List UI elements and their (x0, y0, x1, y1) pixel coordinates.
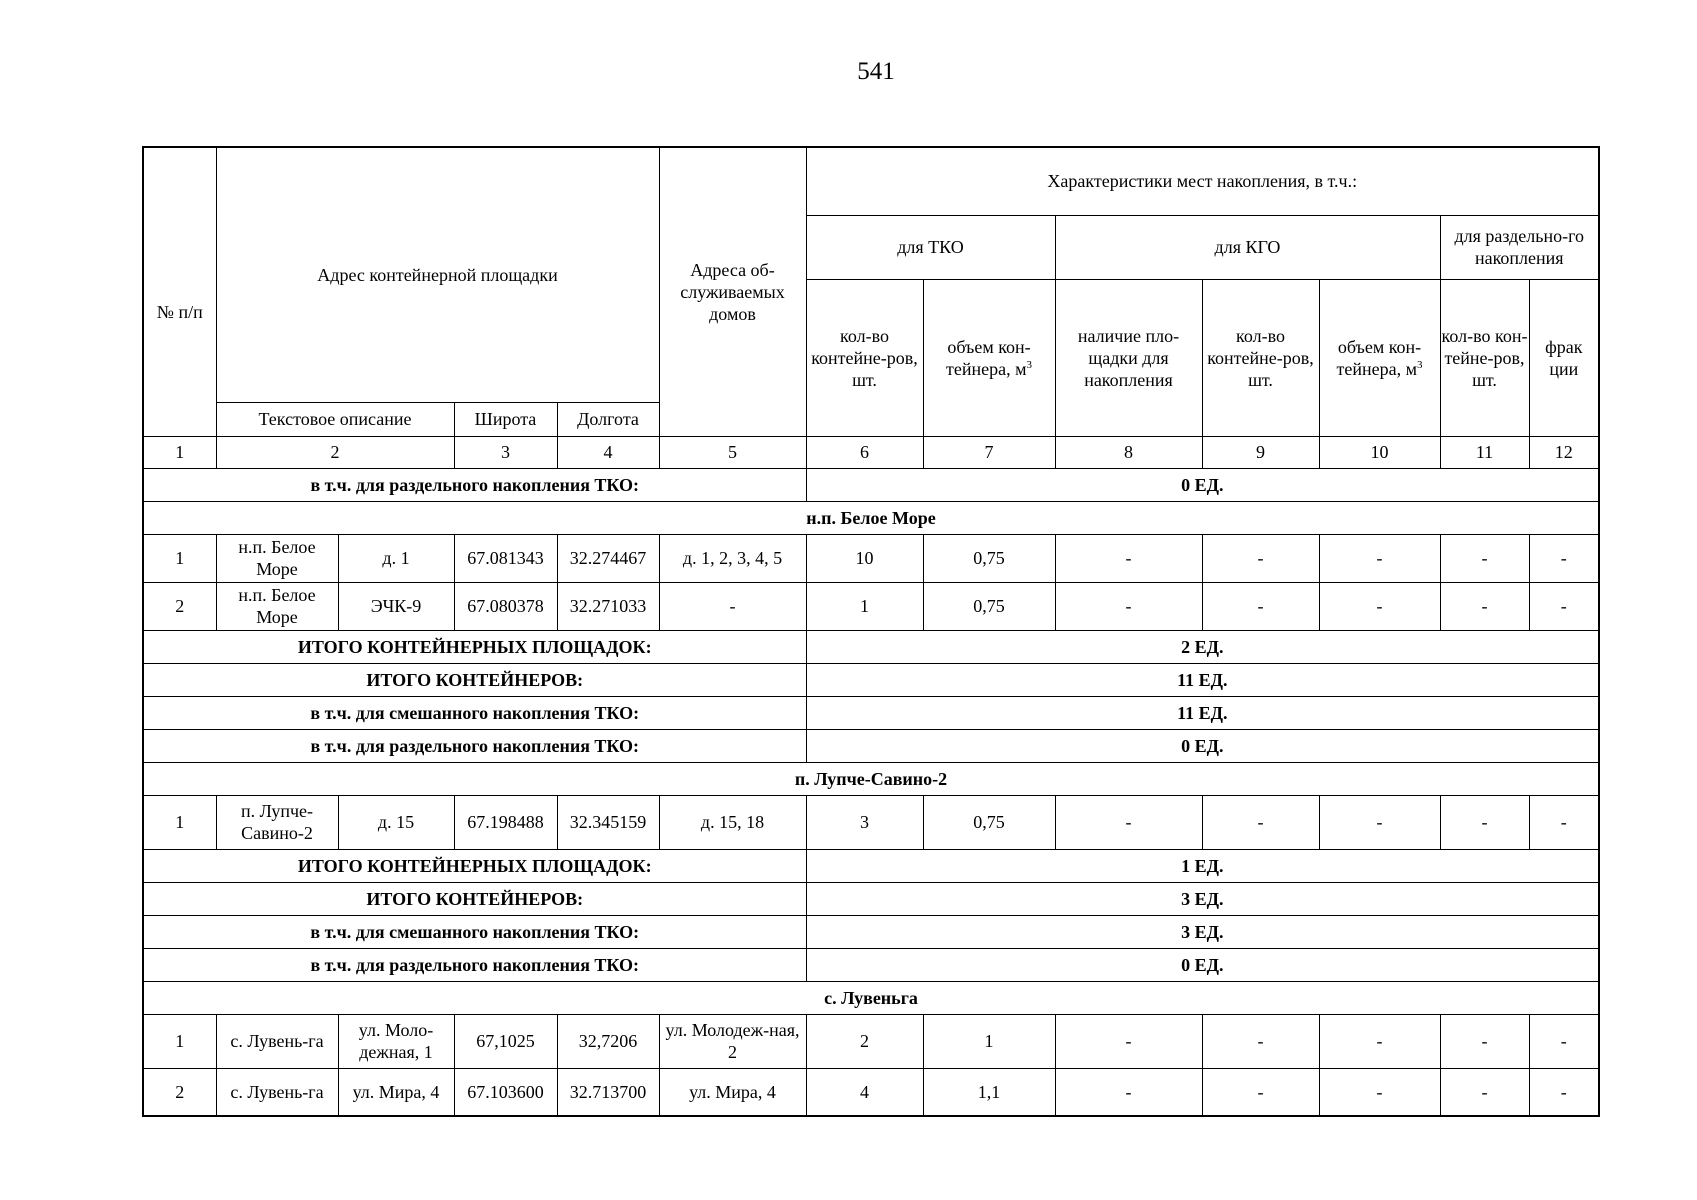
total-label: ИТОГО КОНТЕЙНЕРНЫХ ПЛОЩАДОК: (143, 849, 806, 882)
cell-lon: 32.274467 (557, 534, 659, 582)
total-value: 11 ЕД. (806, 663, 1599, 696)
cell-8: - (1055, 582, 1202, 630)
section-title: с. Лувеньга (143, 981, 1599, 1014)
cell-10: - (1319, 1068, 1440, 1116)
col-number: 11 (1440, 436, 1529, 468)
cell-10: - (1319, 795, 1440, 849)
header-served-houses: Адреса об-служиваемых домов (659, 147, 806, 436)
total-row (143, 663, 1599, 696)
header-tko-volume: объем кон-тейнера, $м^3$ (923, 279, 1055, 436)
cell-lon: 32.345159 (557, 795, 659, 849)
section-title: н.п. Белое Море (143, 501, 1599, 534)
summary-label: в т.ч. для раздельного накопления ТКО: (143, 468, 806, 501)
col-number: 6 (806, 436, 923, 468)
cell-7: 0,75 (923, 582, 1055, 630)
cell-desc: ул. Мира, 4 (338, 1068, 454, 1116)
header-address: Адрес контейнерной площадки (216, 147, 659, 402)
cell-10: - (1319, 534, 1440, 582)
cell-8: - (1055, 795, 1202, 849)
total-row (143, 849, 1599, 882)
cell-7: 1 (923, 1014, 1055, 1068)
cell-10: - (1319, 582, 1440, 630)
header-text-desc: Текстовое описание (216, 402, 454, 436)
cell-lat: 67.080378 (454, 582, 557, 630)
table-row (143, 1014, 1599, 1068)
header-kgo-volume: объем кон-тейнера, $м^3$ (1319, 279, 1440, 436)
cell-9: - (1202, 534, 1319, 582)
cell-desc: д. 1 (338, 534, 454, 582)
header-latitude: Широта (454, 402, 557, 436)
total-label: ИТОГО КОНТЕЙНЕРНЫХ ПЛОЩАДОК: (143, 630, 806, 663)
cell-6: 1 (806, 582, 923, 630)
total-row (143, 882, 1599, 915)
table-row (143, 795, 1599, 849)
cell-lat: 67.198488 (454, 795, 557, 849)
cell-desc: ЭЧК-9 (338, 582, 454, 630)
total-value: 0 ЕД. (806, 948, 1599, 981)
table-row (143, 1068, 1599, 1116)
header-kgo-count: кол-во контейне-ров, шт. (1202, 279, 1319, 436)
cell-8: - (1055, 1014, 1202, 1068)
cell-9: - (1202, 1014, 1319, 1068)
cell-num: 1 (143, 1014, 216, 1068)
section-title: п. Лупче-Савино-2 (143, 762, 1599, 795)
cell-houses: ул. Молодеж-ная, 2 (659, 1014, 806, 1068)
cell-7: 0,75 (923, 795, 1055, 849)
total-value: 1 ЕД. (806, 849, 1599, 882)
header-num: № п/п (143, 147, 216, 436)
total-value: 2 ЕД. (806, 630, 1599, 663)
page-number: 541 (857, 58, 895, 85)
cell-9: - (1202, 582, 1319, 630)
cell-houses: ул. Мира, 4 (659, 1068, 806, 1116)
cell-11: - (1440, 1068, 1529, 1116)
cell-num: 2 (143, 582, 216, 630)
total-value: 3 ЕД. (806, 915, 1599, 948)
cell-9: - (1202, 1068, 1319, 1116)
total-row (143, 696, 1599, 729)
header-longitude: Долгота (557, 402, 659, 436)
cell-lon: 32.713700 (557, 1068, 659, 1116)
cell-11: - (1440, 1014, 1529, 1068)
table-row (143, 534, 1599, 582)
total-label: в т.ч. для раздельного накопления ТКО: (143, 729, 806, 762)
registry-table (142, 146, 1600, 1117)
col-number: 3 (454, 436, 557, 468)
total-value: 3 ЕД. (806, 882, 1599, 915)
cell-6: 3 (806, 795, 923, 849)
total-value: 11 ЕД. (806, 696, 1599, 729)
col-number: 9 (1202, 436, 1319, 468)
cell-7: 0,75 (923, 534, 1055, 582)
header-for-separate: для раздельно-го накопления (1440, 215, 1599, 279)
header-tko-count: кол-во контейне-ров, шт. (806, 279, 923, 436)
col-number: 10 (1319, 436, 1440, 468)
cell-houses: д. 15, 18 (659, 795, 806, 849)
cell-place: с. Лувень-га (216, 1068, 338, 1116)
header-sep-count: кол-во кон-тейне-ров, шт. (1440, 279, 1529, 436)
header-characteristics: Характеристики мест накопления, в т.ч.: (806, 147, 1599, 215)
table-row (143, 582, 1599, 630)
cell-lon: 32.271033 (557, 582, 659, 630)
cell-12: - (1529, 582, 1599, 630)
cell-lat: 67.081343 (454, 534, 557, 582)
col-number: 8 (1055, 436, 1202, 468)
cell-place: п. Лупче-Савино-2 (216, 795, 338, 849)
total-label: в т.ч. для смешанного накопления ТКО: (143, 915, 806, 948)
cell-8: - (1055, 534, 1202, 582)
cell-desc: ул. Моло-дежная, 1 (338, 1014, 454, 1068)
header-for-kgo: для КГО (1055, 215, 1440, 279)
cell-8: - (1055, 1068, 1202, 1116)
total-label: в т.ч. для раздельного накопления ТКО: (143, 948, 806, 981)
cell-num: 1 (143, 534, 216, 582)
cell-num: 2 (143, 1068, 216, 1116)
cell-lat: 67,1025 (454, 1014, 557, 1068)
cell-houses: д. 1, 2, 3, 4, 5 (659, 534, 806, 582)
cell-6: 4 (806, 1068, 923, 1116)
cell-place: н.п. Белое Море (216, 582, 338, 630)
cell-lon: 32,7206 (557, 1014, 659, 1068)
cell-9: - (1202, 795, 1319, 849)
col-number: 5 (659, 436, 806, 468)
cell-12: - (1529, 795, 1599, 849)
cell-6: 10 (806, 534, 923, 582)
total-row (143, 915, 1599, 948)
col-number: 2 (216, 436, 454, 468)
cell-houses: - (659, 582, 806, 630)
cell-num: 1 (143, 795, 216, 849)
total-value: 0 ЕД. (806, 729, 1599, 762)
total-label: ИТОГО КОНТЕЙНЕРОВ: (143, 882, 806, 915)
cell-7: 1,1 (923, 1068, 1055, 1116)
total-row (143, 948, 1599, 981)
cell-place: с. Лувень-га (216, 1014, 338, 1068)
cell-place: н.п. Белое Море (216, 534, 338, 582)
total-row (143, 729, 1599, 762)
header-for-tko: для ТКО (806, 215, 1055, 279)
cell-12: - (1529, 1014, 1599, 1068)
total-label: ИТОГО КОНТЕЙНЕРОВ: (143, 663, 806, 696)
column-number-row (143, 436, 1599, 468)
col-number: 12 (1529, 436, 1599, 468)
header-kgo-site: наличие пло-щадки для накопления (1055, 279, 1202, 436)
total-row (143, 630, 1599, 663)
summary-value: 0 ЕД. (806, 468, 1599, 501)
summary-row (143, 468, 1599, 501)
cell-12: - (1529, 1068, 1599, 1116)
cell-desc: д. 15 (338, 795, 454, 849)
col-number: 4 (557, 436, 659, 468)
cell-6: 2 (806, 1014, 923, 1068)
header-sep-fraction: фрак ции (1529, 279, 1599, 436)
cell-lat: 67.103600 (454, 1068, 557, 1116)
cell-10: - (1319, 1014, 1440, 1068)
cell-12: - (1529, 534, 1599, 582)
cell-11: - (1440, 582, 1529, 630)
total-label: в т.ч. для смешанного накопления ТКО: (143, 696, 806, 729)
col-number: 1 (143, 436, 216, 468)
col-number: 7 (923, 436, 1055, 468)
cell-11: - (1440, 534, 1529, 582)
cell-11: - (1440, 795, 1529, 849)
